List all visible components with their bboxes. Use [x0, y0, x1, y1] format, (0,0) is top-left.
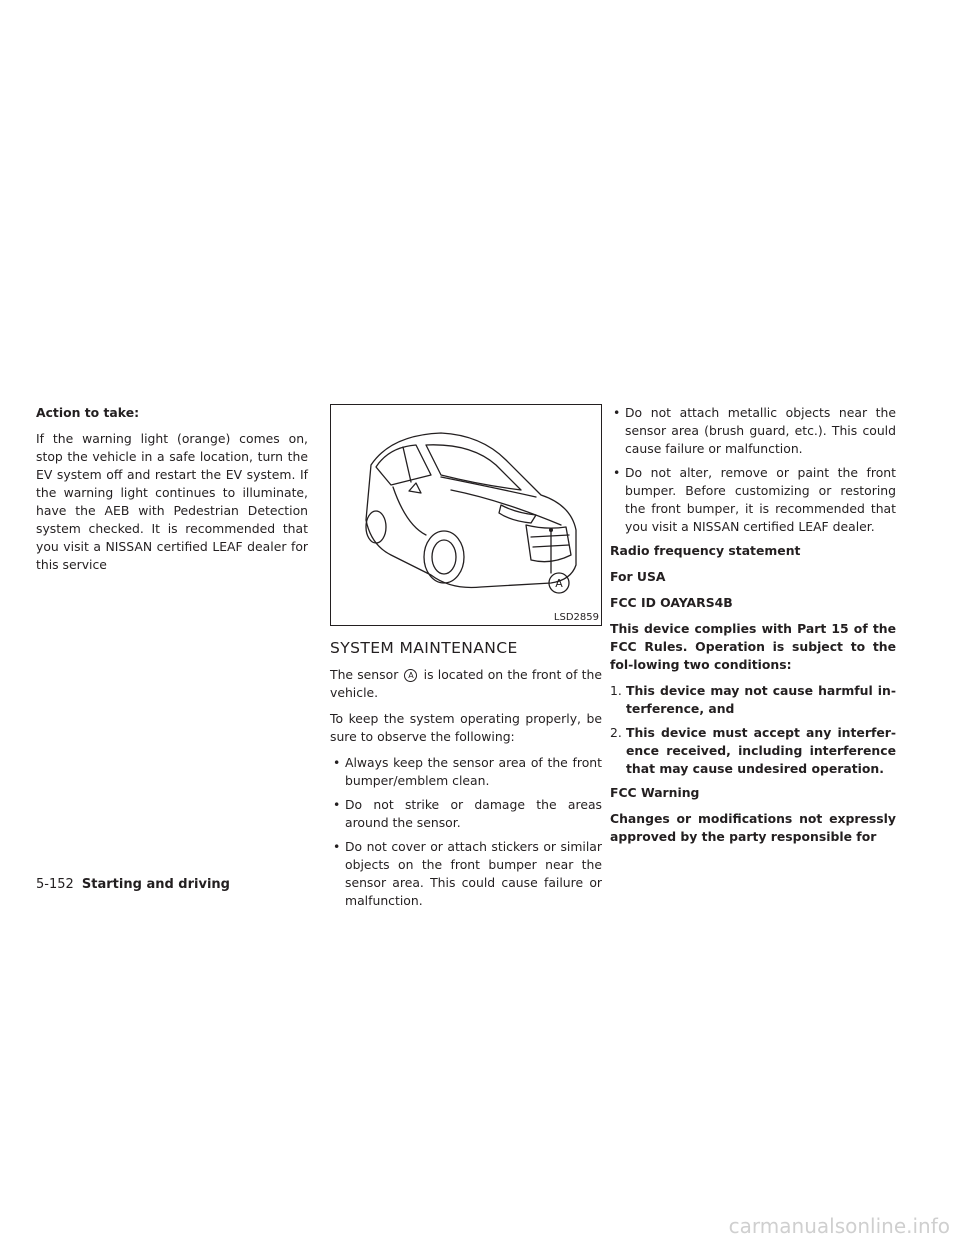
- column-middle: [330, 404, 602, 916]
- bullet-icon: •: [613, 405, 621, 420]
- section-title: SYSTEM MAINTENANCE: [330, 639, 518, 657]
- maintenance-list: [330, 754, 602, 910]
- compliance-statement: This device complies with Part 15 of the FCC Rules. Operation is subject to the fol-lowing two conditions:: [610, 621, 896, 672]
- column-right: [610, 404, 896, 854]
- car-illustration: [331, 405, 601, 625]
- list-item: • Do not strike or damage the areas around the sensor.: [333, 797, 602, 830]
- section-name: Starting and driving: [81, 877, 230, 892]
- radio-heading: Radio frequency statement: [610, 543, 801, 558]
- sensor-text-after: is located on the front of the vehicle.: [330, 667, 602, 700]
- page-footer: [36, 877, 230, 892]
- watermark: carmanualsonline.info: [728, 1214, 950, 1238]
- maintenance-intro: To keep the system operating properly, be sure to observe the following:: [330, 711, 602, 744]
- list-item: • Do not cover or attach stickers or similar objects on the front bumper near the sensor area. This could cause failure or malfunction.: [333, 839, 602, 908]
- action-heading: Action to take:: [36, 405, 140, 420]
- sensor-location-paragraph: [330, 666, 602, 702]
- conditions-list: [610, 682, 896, 778]
- fcc-id: FCC ID OAYARS4B: [610, 595, 733, 610]
- list-item: • Always keep the sensor area of the front bumper/emblem clean.: [333, 755, 602, 788]
- sensor-marker-icon: A: [404, 669, 417, 682]
- figure-code: LSD2859: [553, 612, 599, 623]
- bullet-icon: •: [613, 465, 621, 480]
- for-usa-heading: For USA: [610, 569, 666, 584]
- car-sensor-figure: [330, 404, 602, 626]
- column-left: [36, 404, 308, 582]
- action-paragraph: If the warning light (orange) comes on, stop the vehicle in a safe location, turn the EV system off and restart the EV system. If the warning light continues to illuminate, have the AEB with Pedestrian Detection system checked. It is recommended that you visit a NISSAN certified LEAF dealer for this service: [36, 431, 308, 572]
- list-item: • Do not alter, remove or paint the front bumper. Before customizing or restoring the front bumper, it is recommended that you visit a NISSAN certified LEAF dealer.: [613, 465, 896, 534]
- maintenance-list-continued: [610, 404, 896, 536]
- callout-label: A: [555, 577, 563, 590]
- list-item: 2. This device must accept any interfer-ence received, including interference that may cause undesired operation.: [610, 725, 896, 776]
- bullet-icon: •: [333, 755, 341, 770]
- bullet-icon: •: [333, 839, 341, 854]
- fcc-warning-heading: FCC Warning: [610, 785, 700, 800]
- list-item: • Do not attach metallic objects near the sensor area (brush guard, etc.). This could cause failure or malfunction.: [613, 405, 896, 456]
- page-number: 5-152: [36, 877, 74, 892]
- list-item: 1. This device may not cause harmful in-terference, and: [610, 683, 896, 716]
- changes-paragraph: Changes or modifications not expressly approved by the party responsible for: [610, 811, 896, 844]
- sensor-text-before: The sensor: [330, 667, 399, 682]
- bullet-icon: •: [333, 797, 341, 812]
